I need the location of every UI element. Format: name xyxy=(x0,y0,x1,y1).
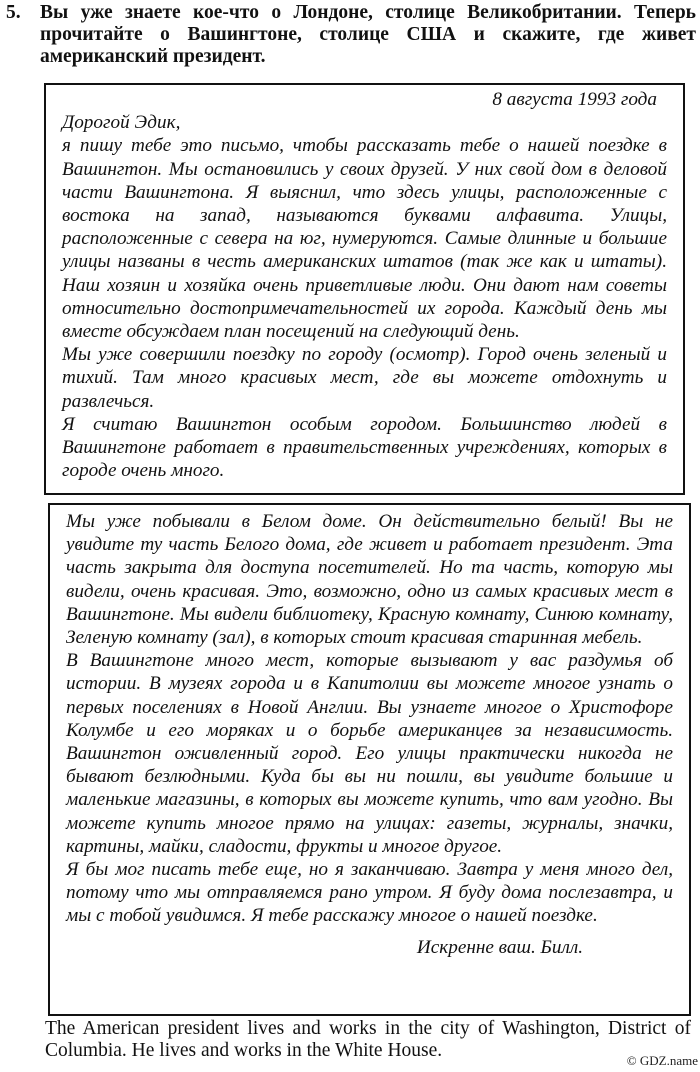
letter-part-1-box xyxy=(44,83,685,495)
task-instruction xyxy=(6,2,696,68)
task-text: Вы уже знаете кое-что о Лондоне, столице Великобритании. Теперь прочитайте о Вашингтоне, столице США и скажите, где живет американский президент. xyxy=(40,2,696,67)
letter-signature: Искренне ваш. Билл. xyxy=(416,936,583,958)
letter-paragraph: Мы уже побывали в Белом доме. Он действительно белый! Вы не увидите ту часть Белого дома, где живет и работает президент. Эта часть закрыта для доступа посетителей. Но та часть, которую мы видели, очень красивая. Это, возможно, одно из самых красивых мест в Вашингтоне. Мы видели библиотеку, Красную комнату, Синюю комнату, Зеленую комнату (зал), в которых стоит красивая старинная мебель. xyxy=(66,511,673,649)
letter-date: 8 августа 1993 года xyxy=(492,89,657,110)
letter-paragraph: Я считаю Вашингтон особым городом. Большинство людей в Вашингтоне работает в правительственных учреждениях, которых в городе очень много. xyxy=(62,413,667,482)
task-number: 5. xyxy=(6,2,21,23)
letter-part-2-box xyxy=(48,503,691,1016)
letter-paragraph: В Вашингтоне много мест, которые вызывают у вас раздумья об истории. В музеях города и в Капитолии вы можете многое узнать о первых поселениях в Новой Англии. Вы узнаете многое о Христофоре Колумбе и его моряках и о борьбе американцев за независимость. Вашингтон оживленный город. Его улицы практически никогда не бывают безлюдными. Куда бы вы ни пошли, вы увидите большие и маленькие магазины, в которых вы можете купить, что вам угодно. Вы можете купить многое прямо на улицах: газеты, журналы, значки, картины, майки, сладости, фрукты и многое другое. xyxy=(66,650,673,857)
answer-block xyxy=(45,1018,691,1062)
letter-paragraph: Мы уже совершили поездку по городу (осмотр). Город очень зеленый и тихий. Там много красивых мест, где вы можете отдохнуть и развлечься. xyxy=(62,344,667,412)
letter-paragraph: Я бы мог писать тебе еще, но я заканчиваю. Завтра у меня много дел, потому что мы отправляемся рано утром. Я буду дома послезавтра, и мы с тобой увидимся. Я тебе расскажу многое о нашей поездке. xyxy=(66,859,673,927)
letter-paragraph: я пишу тебе это письмо, чтобы рассказать тебе о нашей поездке в Вашингтон. Мы остановились у своих друзей. У них свой дом в деловой части Вашингтона. Я выяснил, что здесь улицы, расположенные с востока на запад, называются буквами алфавита. Улицы, расположенные с севера на юг, нумеруются. Самые длинные и большие улицы названы в честь американских штатов (так же как и штаты). Наш хозяин и хозяйка очень приветливые люди. Они дают нам советы относительно достопримечательностей их города. Каждый день мы вместе обсуждаем план посещений на следующий день. xyxy=(62,135,667,343)
copyright-watermark: © GDZ.name xyxy=(626,1053,698,1068)
answer-text: The American president lives and works in the city of Washington, District of Columbia. He lives and works in the White House. xyxy=(45,1018,691,1061)
letter-greeting: Дорогой Эдик, xyxy=(62,112,181,134)
